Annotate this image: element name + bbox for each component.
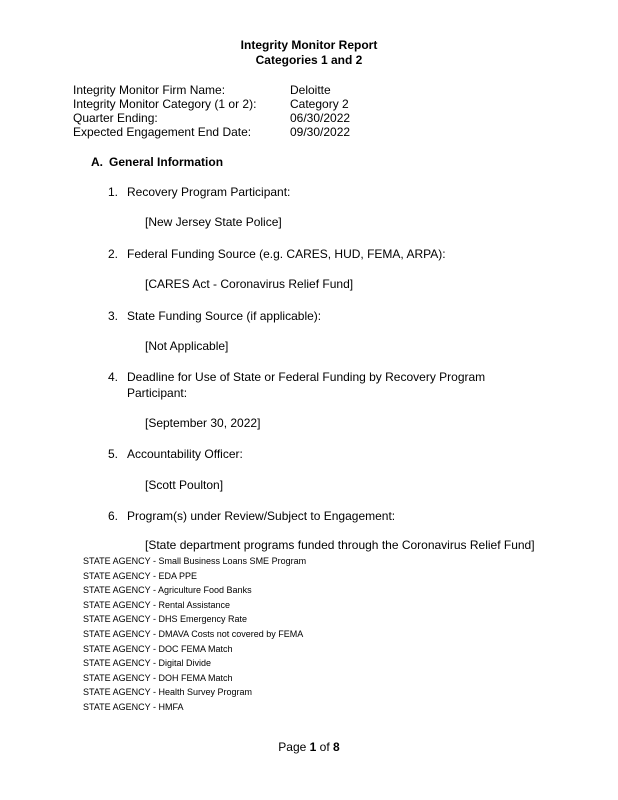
meta-value: 06/30/2022: [290, 111, 351, 125]
meta-label: Integrity Monitor Firm Name:: [73, 83, 226, 97]
section-title: General Information: [109, 155, 224, 169]
meta-label: Integrity Monitor Category (1 or 2):: [73, 97, 257, 111]
meta-label: Quarter Ending:: [73, 111, 158, 125]
meta-label: Expected Engagement End Date:: [73, 125, 252, 139]
page-of: of: [319, 740, 330, 754]
list-item: STATE AGENCY - HMFA: [83, 701, 184, 712]
list-item: STATE AGENCY - EDA PPE: [83, 570, 198, 581]
page-footer: [0, 740, 618, 755]
page-label: Page: [278, 740, 307, 754]
question-text: Recovery Program Participant:: [127, 185, 291, 199]
answer-6: [State department programs funded through the Coronavirus Relief Fund]: [145, 538, 535, 552]
answer-2: [CARES Act - Coronavirus Relief Fund]: [145, 277, 354, 291]
question-text: Deadline for Use of State or Federal Funding by Recovery Program Participant:: [127, 370, 486, 400]
page-total: 8: [333, 740, 340, 754]
question-number: 5.: [108, 447, 119, 461]
list-item: STATE AGENCY - Rental Assistance: [83, 599, 231, 610]
section-heading: [91, 155, 223, 170]
agency-list: [83, 554, 306, 715]
question-number: 1.: [108, 185, 119, 199]
page-current: 1: [309, 740, 317, 754]
question-number: 2.: [108, 247, 119, 261]
question-number: 3.: [108, 309, 119, 323]
question-text: Program(s) under Review/Subject to Engagement:: [127, 509, 396, 523]
question-text: Accountability Officer:: [127, 447, 243, 461]
question-number: 4.: [108, 370, 119, 384]
question-text: Federal Funding Source (e.g. CARES, HUD, FEMA, ARPA):: [127, 247, 446, 261]
answer-3: [Not Applicable]: [145, 339, 229, 353]
report-title: Integrity Monitor Report: [240, 38, 378, 52]
list-item: STATE AGENCY - DOH FEMA Match: [83, 672, 233, 683]
list-item: STATE AGENCY - DHS Emergency Rate: [83, 614, 248, 625]
answer-5: [Scott Poulton]: [145, 478, 224, 492]
section-letter: A.: [91, 155, 103, 169]
list-item: STATE AGENCY - Digital Divide: [83, 658, 212, 669]
answer-1: [New Jersey State Police]: [145, 215, 282, 229]
list-item: STATE AGENCY - DOC FEMA Match: [83, 643, 233, 654]
meta-value: Category 2: [290, 97, 349, 111]
meta-value: Deloitte: [290, 83, 331, 97]
answer-4: [September 30, 2022]: [145, 416, 261, 430]
report-subtitle: Categories 1 and 2: [255, 53, 363, 67]
list-item: STATE AGENCY - Small Business Loans SME Program: [83, 556, 307, 566]
meta-value: 09/30/2022: [290, 125, 351, 139]
question-text: State Funding Source (if applicable):: [127, 309, 322, 323]
list-item: STATE AGENCY - Agriculture Food Banks: [83, 585, 252, 596]
list-item: STATE AGENCY - DMAVA Costs not covered by FEMA: [83, 628, 304, 639]
question-number: 6.: [108, 509, 119, 523]
list-item: STATE AGENCY - Health Survey Program: [83, 687, 253, 698]
